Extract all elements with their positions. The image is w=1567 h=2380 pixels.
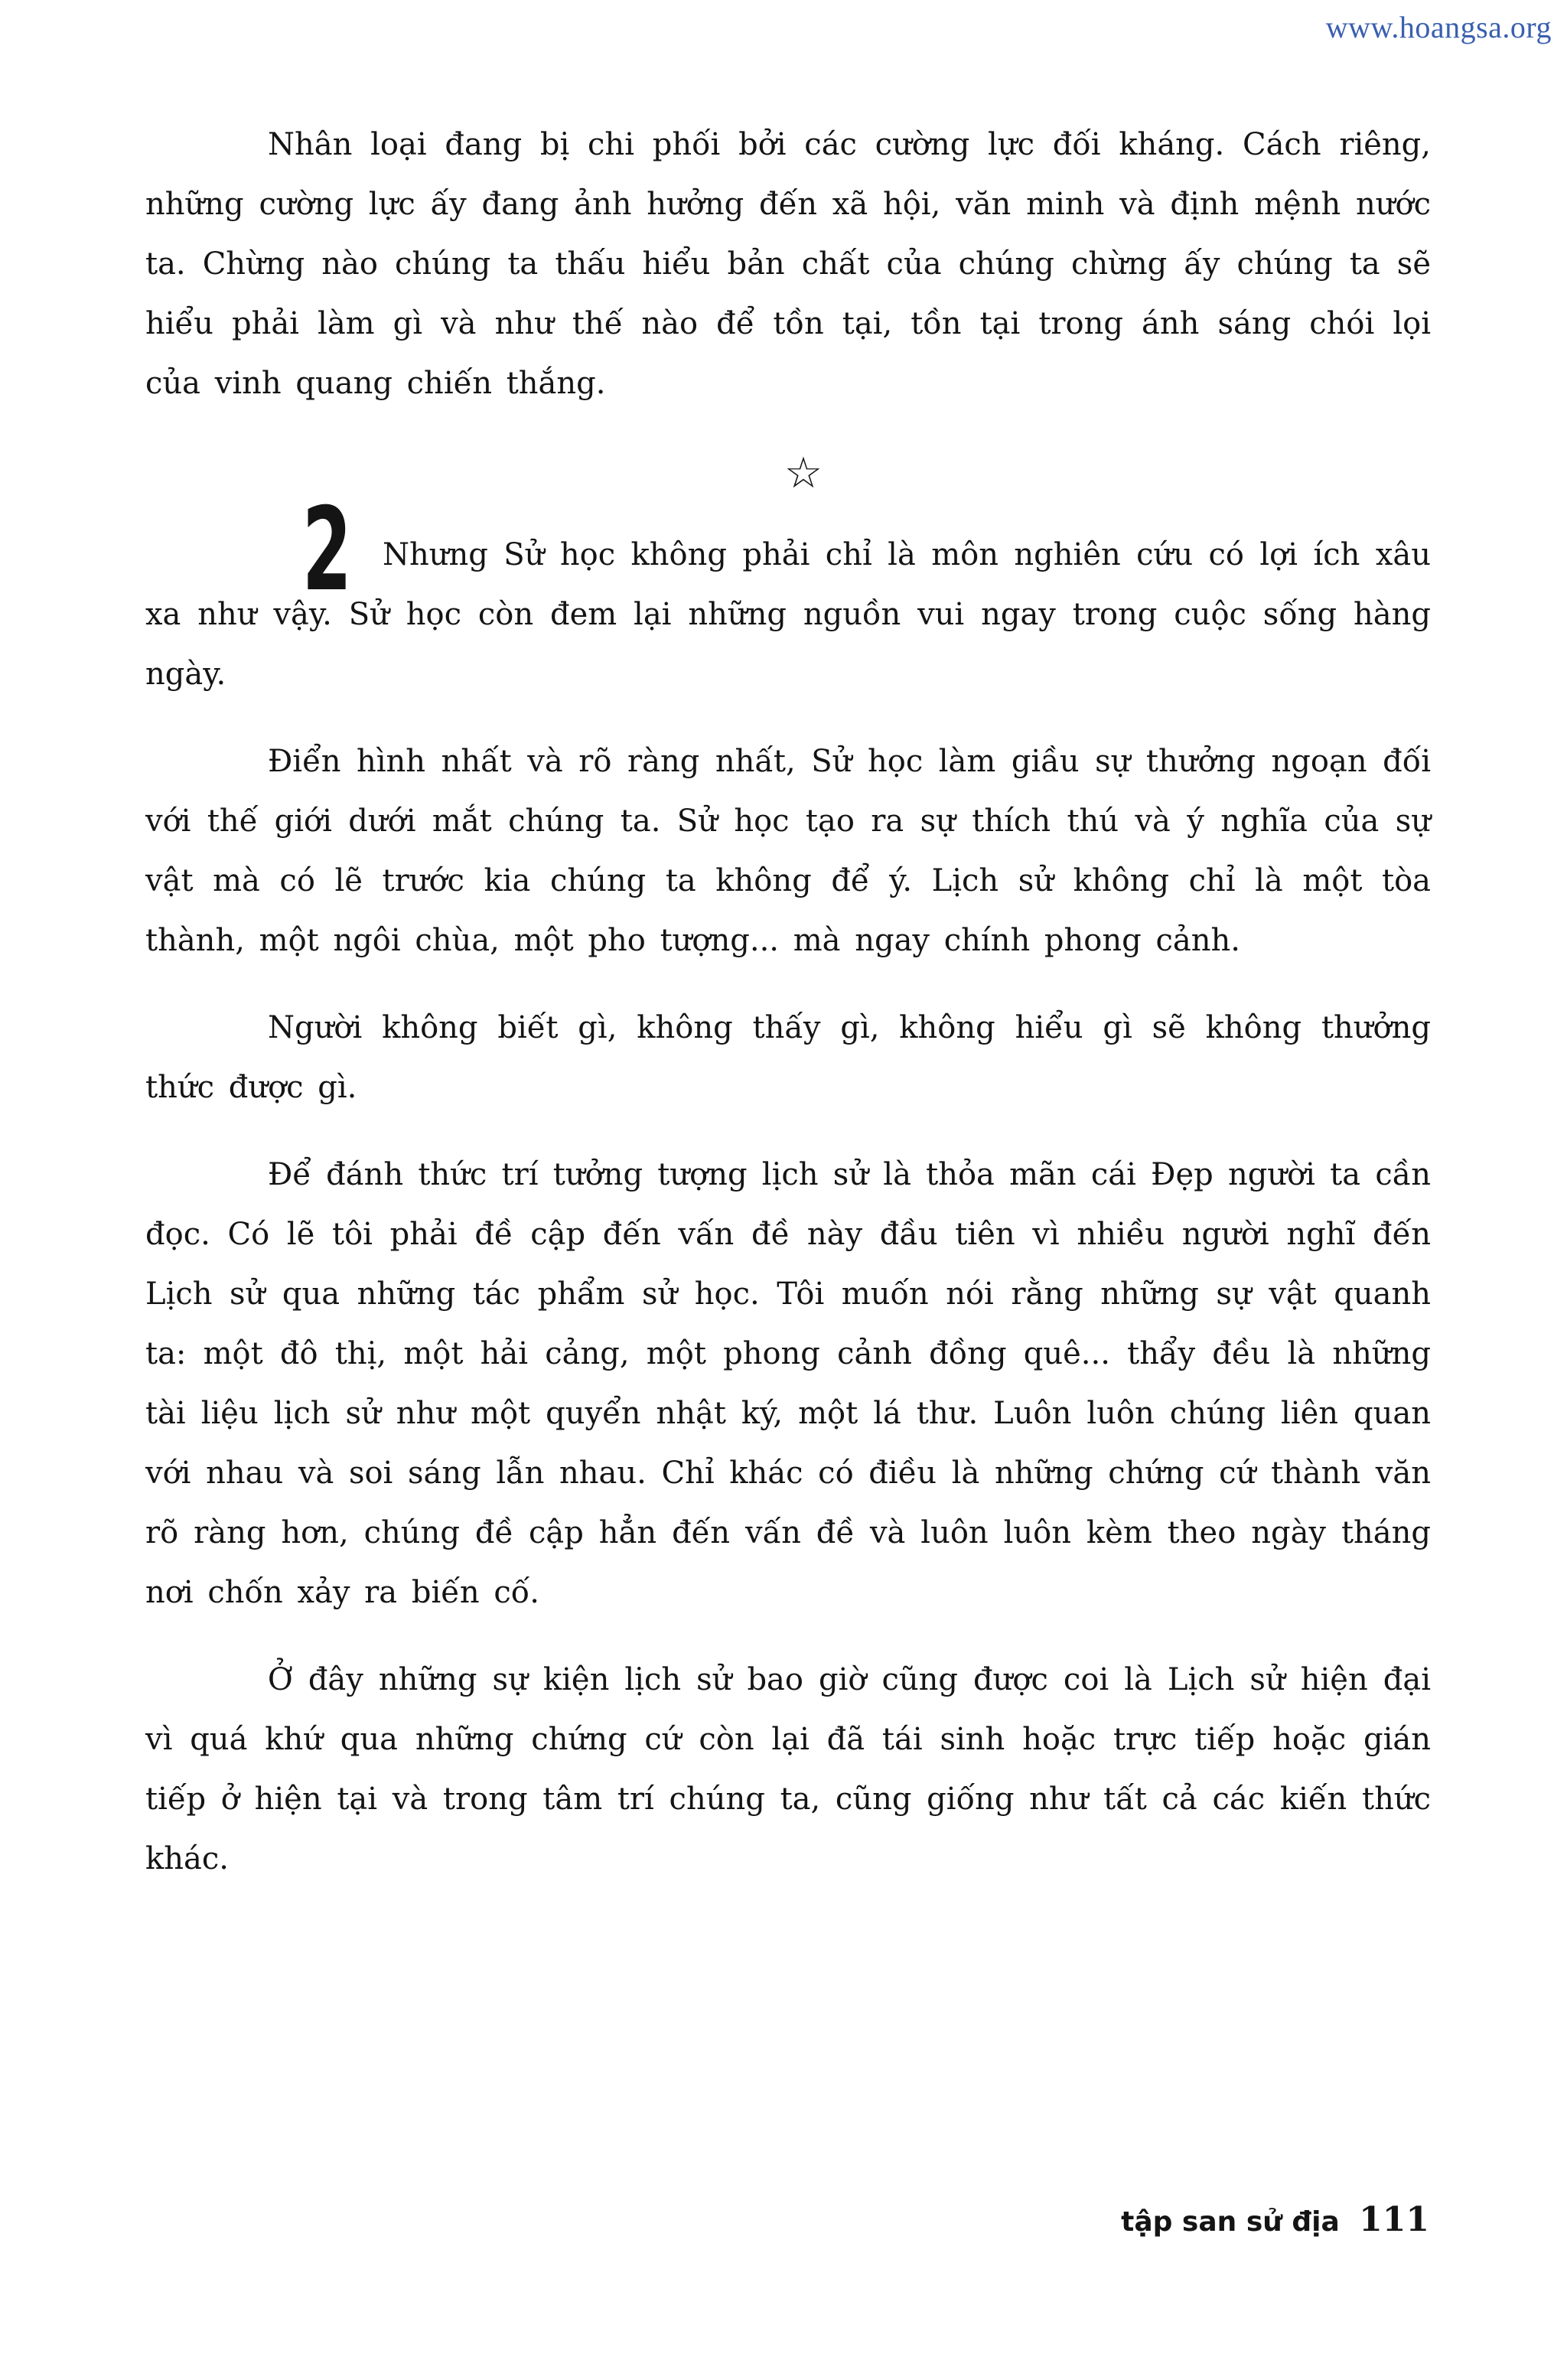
paragraph-4: Người không biết gì, không thấy gì, không hiểu gì sẽ không thưởng thức được gì. (145, 1010, 1431, 1105)
paragraph-2: Nhưng Sử học không phải chỉ là môn nghiên cứu có lợi ích xâu xa như vậy. Sử học còn đem lại những nguồn vui ngay trong cuộc sống hàng ngày. (145, 537, 1431, 692)
paragraph-5: Để đánh thức trí tưởng tượng lịch sử là thỏa mãn cái Đẹp người ta cần đọc. Có lẽ tôi phải đề cập đến vấn đề này đầu tiên vì nhiều người nghĩ đến Lịch sử qua những tác phẩm sử học. Tôi muốn nói rằng những sự vật quanh ta: một đô thị, một hải cảng, một phong cảnh đồng quê... thẩy đều là những tài liệu lịch sử như một quyển nhật ký, một lá thư. Luôn luôn chúng liên quan với nhau và soi sáng lẫn nhau. Chỉ khác có điều là những chứng cứ thành văn rõ ràng hơn, chúng đề cập hẳn đến vấn đề và luôn luôn kèm theo ngày tháng nơi chốn xảy ra biến cố. (145, 1157, 1431, 1610)
paragraph-1: Nhân loại đang bị chi phối bởi các cường lực đối kháng. Cách riêng, những cường lực ấy đang ảnh hưởng đến xã hội, văn minh và định mệnh nước ta. Chừng nào chúng ta thấu hiểu bản chất của chúng chừng ấy chúng ta sẽ hiểu phải làm gì và như thế nào để tồn tại, tồn tại trong ánh sáng chói lọi của vinh quang chiến thắng. (145, 127, 1431, 401)
page-number: 111 (1359, 2200, 1429, 2239)
paragraph-6: Ở đây những sự kiện lịch sử bao giờ cũng được coi là Lịch sử hiện đại vì quá khứ qua những chứng cứ còn lại đã tái sinh hoặc trực tiếp hoặc gián tiếp ở hiện tại và trong tâm trí chúng ta, cũng giống như tất cả các kiến thức khác. (145, 1662, 1431, 1876)
section-number: 2 (302, 484, 352, 617)
publication-name: tập san sử địa (1121, 2206, 1340, 2238)
page-footer (1121, 2200, 1429, 2239)
paragraph-3: Điển hình nhất và rõ ràng nhất, Sử học làm giầu sự thưởng ngoạn đối với thế giới dưới mắt chúng ta. Sử học tạo ra sự thích thú và ý nghĩa của sự vật mà có lẽ trước kia chúng ta không để ý. Lịch sử không chỉ là một tòa thành, một ngôi chùa, một pho tượng... mà ngay chính phong cảnh. (145, 744, 1431, 958)
section-2 (145, 484, 1431, 704)
watermark-url[interactable]: www.hoangsa.org (1325, 10, 1552, 44)
page-body (145, 115, 1431, 1889)
star-outline-icon: ☆ (784, 448, 823, 498)
